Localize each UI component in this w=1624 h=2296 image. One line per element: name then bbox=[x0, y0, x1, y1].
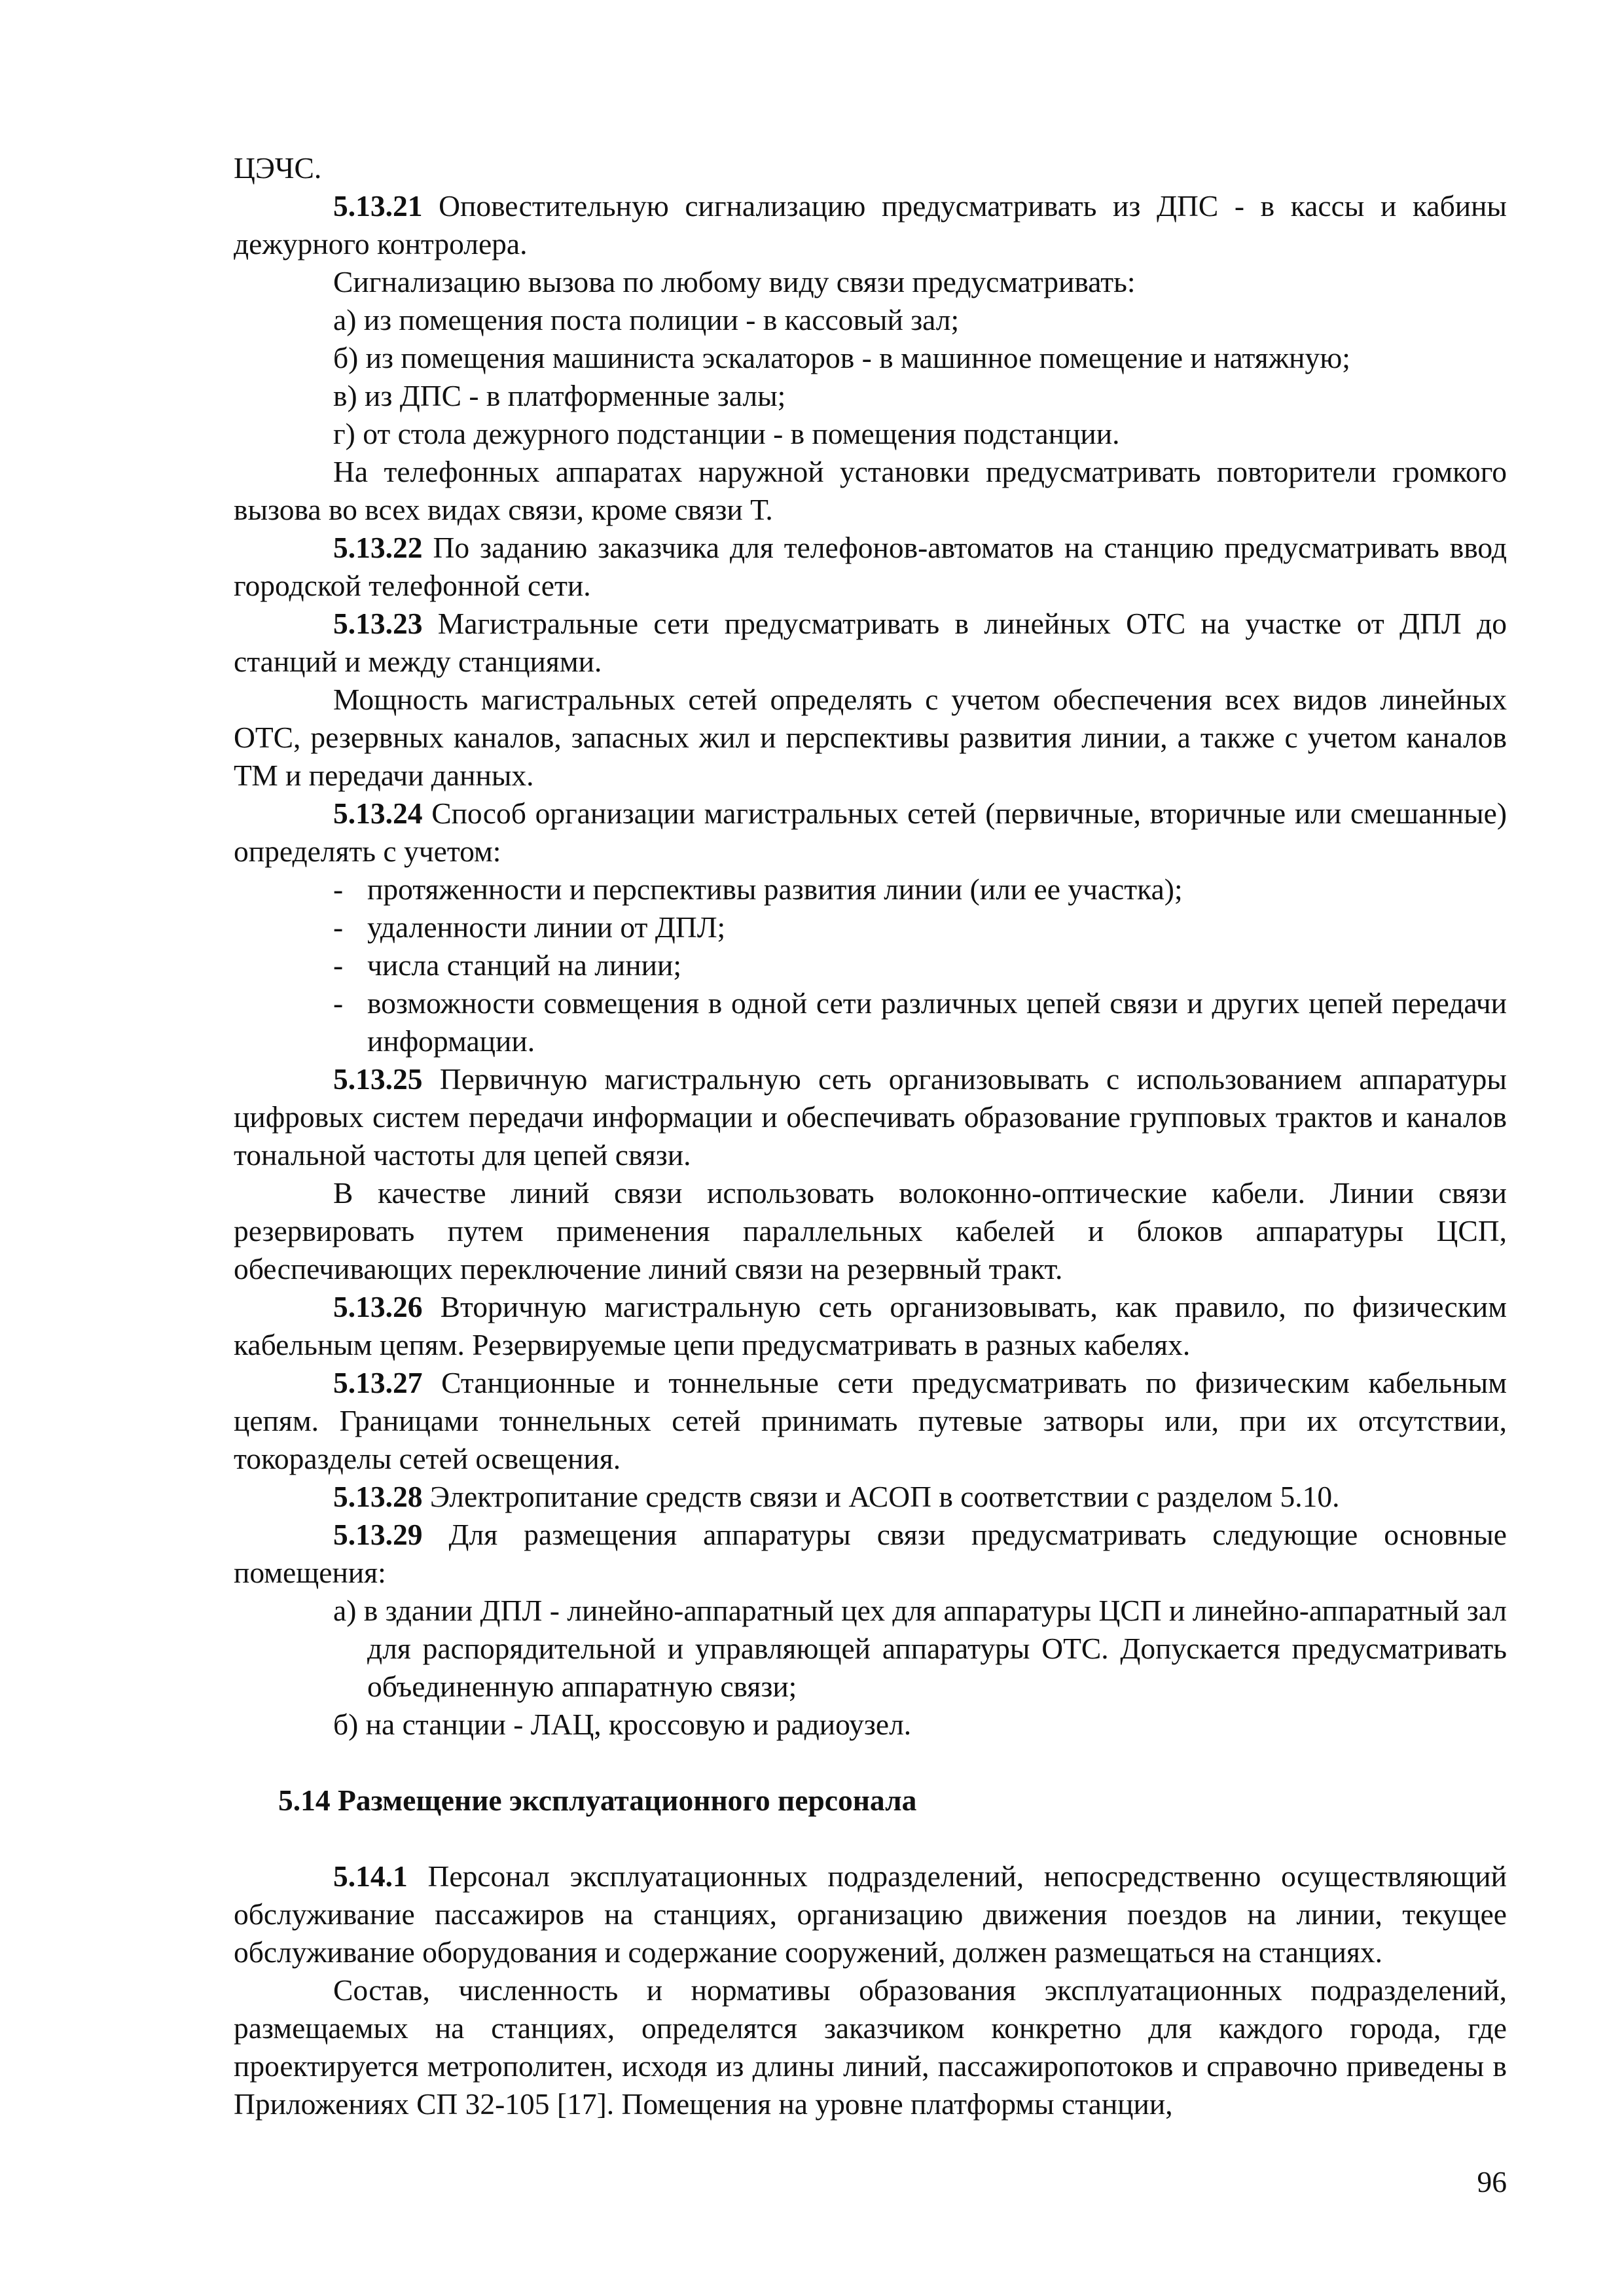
clause-5-13-26 bbox=[234, 1288, 1507, 1364]
page-number: 96 bbox=[1477, 2165, 1507, 2198]
dash-list-item bbox=[333, 984, 1507, 1060]
clause-number: 5.13.21 bbox=[333, 189, 423, 223]
clause-number: 5.13.23 bbox=[333, 607, 423, 640]
dash-item-text: возможности совмещения в одной сети различных цепей связи и других цепей передачи информации. bbox=[367, 986, 1507, 1058]
clause-5-13-23 bbox=[234, 605, 1507, 681]
clause-number: 5.13.27 bbox=[333, 1366, 423, 1399]
list-item: г) от стола дежурного подстанции - в помещения подстанции. bbox=[333, 417, 1120, 450]
clause-text: Магистральные сети предусматривать в линейных ОТС на участке от ДПЛ до станций и между станциями. bbox=[234, 607, 1507, 678]
list-item: б) на станции - ЛАЦ, кроссовую и радиоузел. bbox=[333, 1708, 912, 1741]
clause-text: По заданию заказчика для телефонов-автоматов на станцию предусматривать ввод городской телефонной сети. bbox=[234, 531, 1507, 602]
dash-list-item bbox=[333, 870, 1507, 908]
clause-5-13-24 bbox=[234, 795, 1507, 870]
clause-text: Первичную магистральную сеть организовывать с использованием аппаратуры цифровых систем передачи информации и обеспечивать образование групповых трактов и каналов тональной частоты для цепей связи. bbox=[234, 1062, 1507, 1172]
paragraph: На телефонных аппаратах наружной установки предусматривать повторители громкого вызова во всех видах связи, кроме связи Т. bbox=[234, 455, 1507, 526]
list-item: а) в здании ДПЛ - линейно-аппаратный цех для аппаратуры ЦСП и линейно-аппаратный зал для распорядительной и управляющей аппаратуры ОТС. Допускается предусматривать объединенную аппаратную связи; bbox=[333, 1594, 1507, 1703]
clause-number: 5.13.26 bbox=[333, 1290, 423, 1323]
clause-text: Для размещения аппаратуры связи предусматривать следующие основные помещения: bbox=[234, 1518, 1507, 1589]
dash-list-item bbox=[333, 908, 1507, 946]
paragraph: В качестве линий связи использовать волоконно-оптические кабели. Линии связи резервировать путем применения параллельных кабелей и блоков аппаратуры ЦСП, обеспечивающих переключение линий связи на резервный тракт. bbox=[234, 1176, 1507, 1285]
clause-5-13-27 bbox=[234, 1364, 1507, 1478]
clause-text: Персонал эксплуатационных подразделений, непосредственно осуществляющий обслуживание пассажиров на станциях, организацию движения поездов на линии, текущее обслуживание оборудования и содержание сооружений, должен размещаться на станциях. bbox=[234, 1859, 1507, 1969]
list-item: а) из помещения поста полиции - в кассовый зал; bbox=[333, 303, 960, 336]
clause-number: 5.13.24 bbox=[333, 797, 423, 830]
clause-5-13-29 bbox=[234, 1516, 1507, 1592]
clause-number: 5.13.25 bbox=[333, 1062, 423, 1096]
clause-number: 5.13.28 bbox=[333, 1480, 423, 1513]
clause-text: Способ организации магистральных сетей (первичные, вторичные или смешанные) определять с учетом: bbox=[234, 797, 1507, 868]
clause-text: Электропитание средств связи и АСОП в соответствии с разделом 5.10. bbox=[422, 1480, 1340, 1513]
list-item: в) из ДПС - в платформенные залы; bbox=[333, 379, 786, 412]
document-page bbox=[234, 149, 1507, 2123]
clause-5-13-28 bbox=[234, 1478, 1507, 1516]
dash-item-text: протяженности и перспективы развития линии (или ее участка); bbox=[367, 872, 1183, 906]
paragraph-continuation: ЦЭЧС. bbox=[234, 151, 322, 185]
clause-number: 5.13.22 bbox=[333, 531, 423, 564]
clause-text: Станционные и тоннельные сети предусматривать по физическим кабельным цепям. Границами тоннельных сетей принимать путевые затворы или, при их отсутствии, токоразделы сетей освещения. bbox=[234, 1366, 1507, 1475]
dash-marker: - bbox=[333, 948, 344, 982]
dash-marker: - bbox=[333, 872, 344, 906]
dash-marker: - bbox=[333, 910, 344, 944]
dash-item-text: числа станций на линии; bbox=[367, 948, 681, 982]
dash-item-text: удаленности линии от ДПЛ; bbox=[367, 910, 726, 944]
paragraph: Мощность магистральных сетей определять с учетом обеспечения всех видов линейных ОТС, резервных каналов, запасных жил и перспективы развития линии, а также с учетом каналов ТМ и передачи данных. bbox=[234, 683, 1507, 792]
clause-text: Вторичную магистральную сеть организовывать, как правило, по физическим кабельным цепям. Резервируемые цепи предусматривать в разных кабелях. bbox=[234, 1290, 1507, 1361]
clause-number: 5.14.1 bbox=[333, 1859, 408, 1893]
clause-5-13-25 bbox=[234, 1060, 1507, 1174]
section-heading: 5.14 Размещение эксплуатационного персонала bbox=[278, 1784, 917, 1817]
clause-5-13-21 bbox=[234, 187, 1507, 263]
clause-number: 5.13.29 bbox=[333, 1518, 423, 1551]
dash-list-item bbox=[333, 946, 1507, 984]
clause-5-13-22 bbox=[234, 529, 1507, 605]
paragraph: Сигнализацию вызова по любому виду связи предусматривать: bbox=[333, 265, 1136, 298]
dash-marker: - bbox=[333, 986, 344, 1020]
clause-text: Оповестительную сигнализацию предусматривать из ДПС - в кассы и кабины дежурного контролера. bbox=[234, 189, 1507, 260]
clause-5-14-1 bbox=[234, 1857, 1507, 1971]
paragraph: Состав, численность и нормативы образования эксплуатационных подразделений, размещаемых на станциях, определятся заказчиком конкретно для каждого города, где проектируется метрополитен, исходя из длины линий, пассажиропотоков и справочно приведены в Приложениях СП 32-105 [17]. Помещения на уровне платформы станции, bbox=[234, 1973, 1507, 2121]
list-item: б) из помещения машиниста эскалаторов - в машинное помещение и натяжную; bbox=[333, 341, 1350, 374]
